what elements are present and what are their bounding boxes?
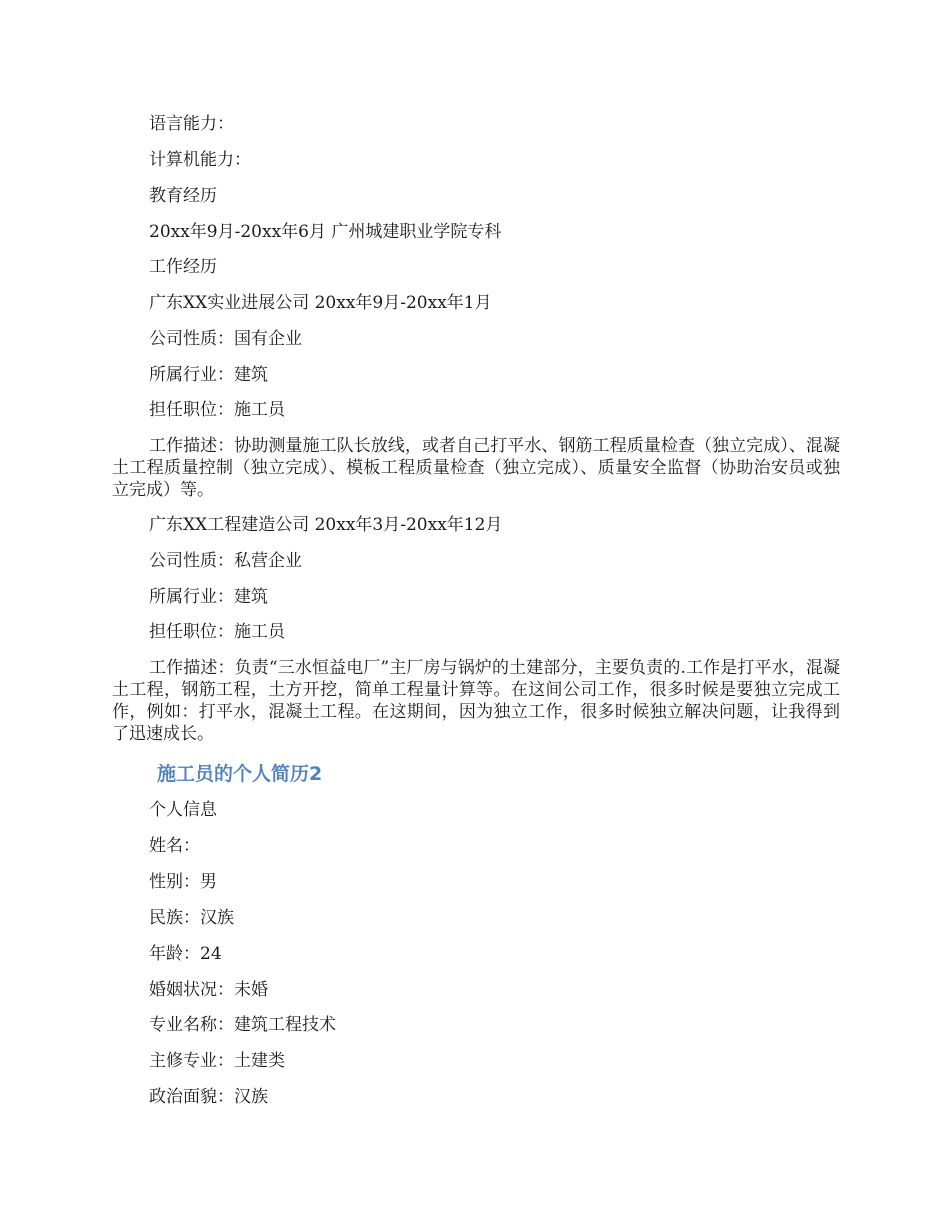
job2-description: 工作描述：负责“三水恒益电厂”主厂房与锅炉的土建部分，主要负责的.工作是打平水，混凝土工程，钢筋工程，土方开挖，简单工程量计算等。在这间公司工作，很多时候是要独立完成工作，例如：打平水，混凝土工程。在这期间，因为独立工作，很多时候独立解决问题，让我得到了迅速成长。	[112, 658, 840, 744]
computer-skill-label: 计算机能力：	[149, 150, 251, 170]
personal-info-title: 个人信息	[149, 800, 217, 820]
major-name-field: 专业名称：建筑工程技术	[149, 1015, 336, 1035]
job2-position: 担任职位：施工员	[149, 622, 285, 642]
job2-nature: 公司性质：私营企业	[149, 551, 302, 571]
marital-status-field: 婚姻状况：未婚	[149, 980, 268, 1000]
job1-description: 工作描述：协助测量施工队长放线，或者自己打平水、钢筋工程质量检查（独立完成）、混凝土工程质量控制（独立完成）、模板工程质量检查（独立完成）、质量安全监督（协助治安员或独立完成）等。	[112, 436, 840, 500]
main-major-field: 主修专业：土建类	[149, 1051, 285, 1071]
political-status-field: 政治面貌：汉族	[149, 1087, 268, 1107]
education-entry: 20xx年9月-20xx年6月 广州城建职业学院专科	[149, 222, 502, 242]
work-experience-title: 工作经历	[149, 257, 217, 277]
resume-section-heading: 施工员的个人简历2	[157, 763, 323, 785]
language-skill-label: 语言能力：	[149, 114, 234, 134]
job2-company: 广东XX工程建造公司 20xx年3月-20xx年12月	[149, 515, 503, 535]
education-title: 教育经历	[149, 186, 217, 206]
ethnicity-field: 民族：汉族	[149, 908, 234, 928]
job1-company: 广东XX实业进展公司 20xx年9月-20xx年1月	[149, 293, 492, 313]
job1-industry: 所属行业：建筑	[149, 365, 268, 385]
job1-position: 担任职位：施工员	[149, 400, 285, 420]
age-field: 年龄：24	[149, 944, 222, 964]
name-field: 姓名：	[149, 836, 200, 856]
job2-industry: 所属行业：建筑	[149, 587, 268, 607]
job1-nature: 公司性质：国有企业	[149, 329, 302, 349]
gender-field: 性别：男	[149, 872, 217, 892]
